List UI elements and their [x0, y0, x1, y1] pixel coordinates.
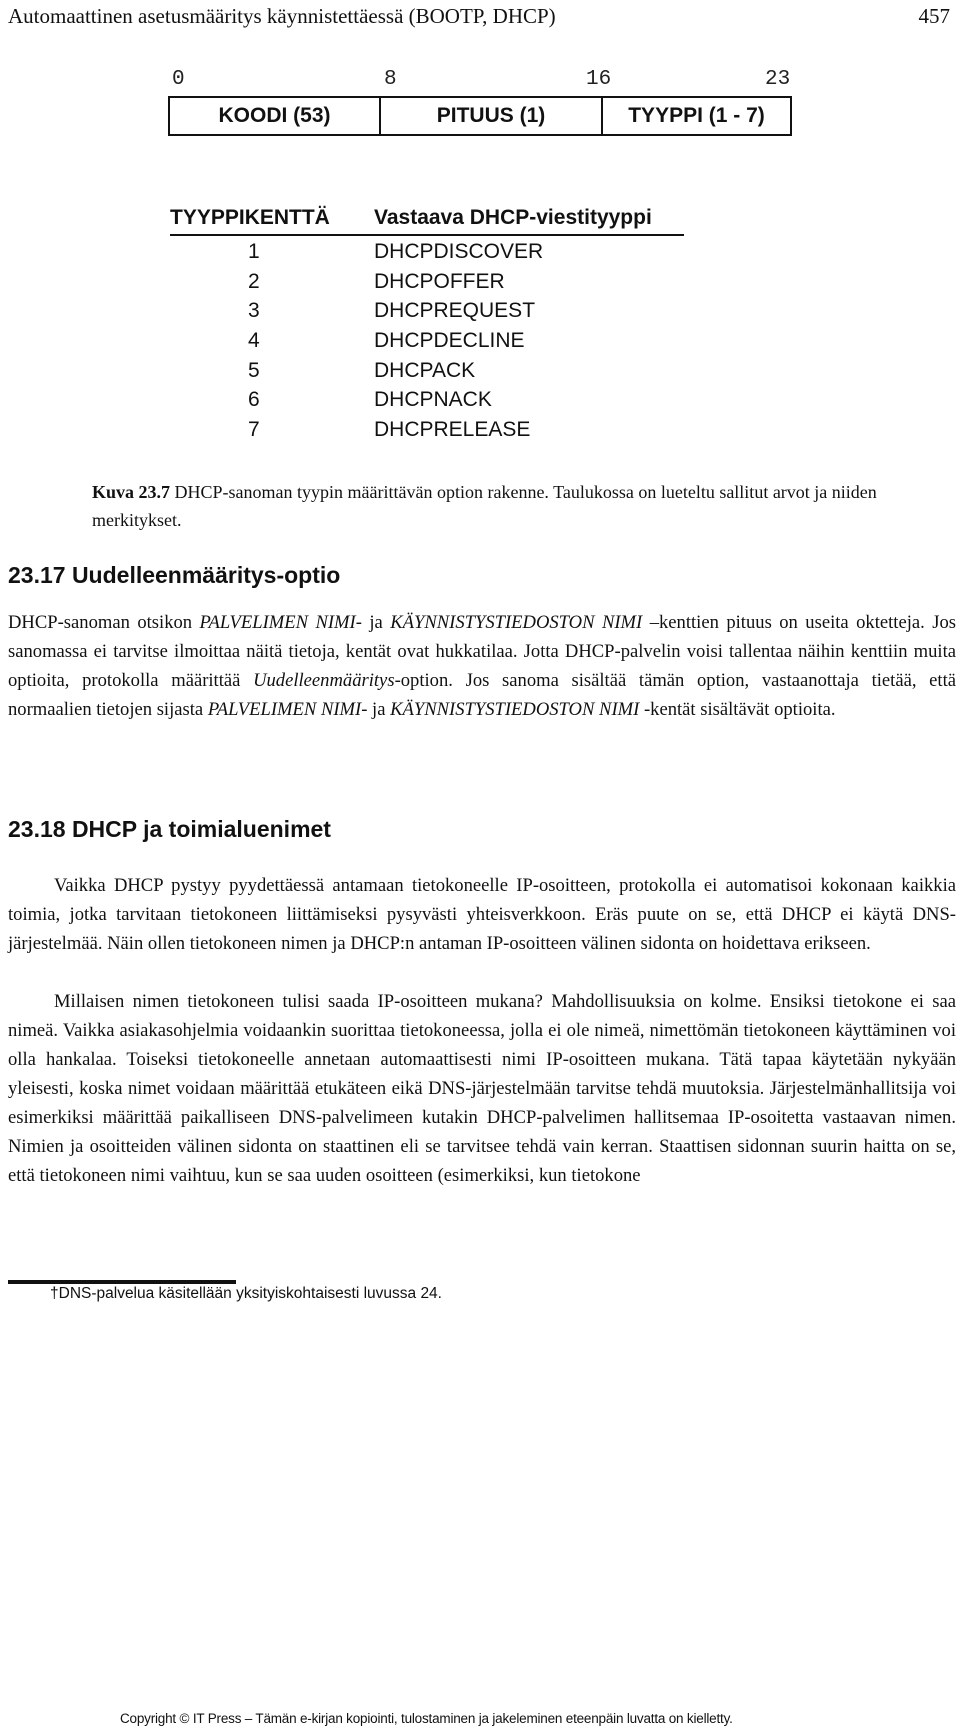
- type-message: DHCPREQUEST: [374, 299, 536, 323]
- type-number: 5: [248, 358, 260, 382]
- message-type-table: [170, 206, 684, 444]
- text-run: -option. Jos sanoma sisältää tämän option, vastaanottaja tietää, että normaalien tietojen sijasta: [8, 670, 956, 720]
- type-number: 3: [248, 299, 260, 323]
- table-row: [170, 414, 684, 444]
- section-23-18-paragraph-1: Vaikka DHCP pystyy pyydettäessä antamaan tietokoneelle IP-osoitteen, protokolla ei automatisoi kokonaan kaikkia toimia, jotka tarvitaan tietokoneen liittämiseksi pysyvästi yhteisverkkoon. Eräs puute on se, että DHCP ei käytä DNS-järjestelmää. Näin ollen tietokoneen nimen ja DHCP:n antaman IP-osoitteen välinen sidonta on hoidettava erikseen.: [8, 875, 956, 954]
- bit-label-16: 16: [586, 68, 612, 91]
- caption-label: Kuva 23.7: [92, 482, 171, 502]
- emphasis-boot-file-name: KÄYNNISTYSTIEDOSTON NIMI: [390, 699, 640, 720]
- bit-label-23: 23: [765, 68, 791, 91]
- table-row: [170, 295, 684, 325]
- bit-label-8: 8: [384, 68, 397, 91]
- table-row: [170, 236, 684, 266]
- field-length: PITUUS (1): [379, 98, 601, 134]
- bit-label-0: 0: [172, 68, 185, 91]
- table-header-message-type: Vastaava DHCP-viestityyppi: [374, 206, 652, 229]
- table-row: [170, 384, 684, 414]
- caption-text: DHCP-sanoman tyypin määrittävän option rakenne. Taulukossa on lueteltu sallitut arvot ja niiden merkitykset.: [92, 482, 877, 530]
- emphasis-server-name: PALVELIMEN NIMI: [199, 612, 356, 633]
- section-heading-23-17: 23.17 Uudelleenmääritys-optio: [8, 562, 341, 588]
- text-run: - ja: [361, 699, 391, 720]
- text-run: DHCP-sanoman otsikon: [8, 612, 200, 633]
- footnote: †DNS-palvelua käsitellään yksityiskohtaisesti luvussa 24.: [50, 1285, 442, 1302]
- type-message: DHCPDISCOVER: [374, 240, 544, 263]
- field-type: TYYPPI (1 - 7): [601, 98, 790, 134]
- type-number: 1: [248, 240, 260, 263]
- type-number: 4: [248, 329, 260, 353]
- table-row: [170, 325, 684, 355]
- table-row: [170, 266, 684, 296]
- type-message: DHCPACK: [374, 358, 476, 382]
- emphasis-overload: Uudelleenmääritys: [253, 670, 395, 691]
- option-field-diagram: [168, 96, 792, 136]
- table-header: [170, 206, 684, 236]
- text-run: -kentät sisältävät optioita.: [639, 699, 836, 720]
- section-heading-23-18: 23.18 DHCP ja toimialuenimet: [8, 816, 331, 842]
- figure-caption: [92, 478, 902, 534]
- page-number: 457: [918, 4, 950, 28]
- running-title: Automaattinen asetusmääritys käynnistettäessä (BOOTP, DHCP): [8, 4, 556, 28]
- table-row: [170, 355, 684, 385]
- type-message: DHCPRELEASE: [374, 418, 531, 442]
- copyright-notice: Copyright © IT Press – Tämän e-kirjan kopiointi, tulostaminen ja jakeleminen eteenpäin luvatta on kielletty.: [120, 1711, 733, 1726]
- running-header: [8, 4, 956, 34]
- section-23-17-paragraph: [8, 608, 956, 724]
- type-number: 6: [248, 388, 260, 412]
- section-23-18-paragraph-2: Millaisen nimen tietokoneen tulisi saada IP-osoitteen mukana? Mahdollisuuksia on kolme. Ensiksi tietokone ei saa nimeä. Vaikka asiakasohjelmia voidaankin suorittaa tietokoneessa, jolla ei ole nimeä, nimettömän tietokoneen käyttäminen voi olla hankalaa. Toiseksi tietokoneelle annetaan automaattisesti nimi IP-osoitteen mukana. Tätä tapaa käytetään nykyään yleisesti, koska nimet voidaan määrittää etukäteen eikä DNS-järjestelmään tarvitse tehdä muutoksia. Järjestelmänhallitsija voi esimerkiksi määrittää paikalliseen DNS-palvelimeen kutakin DHCP-palvelimen hallitsemaa IP-osoitetta vastaavan nimen. Nimien ja osoitteiden välinen sidonta on staattinen eli se tarvitsee tehdä vain kerran. Staattisen sidonnan suurin haitta on se, että tietokoneen nimi vaihtuu, kun se saa uuden osoitteen (esimerkiksi, kun tietokone: [8, 991, 956, 1186]
- type-number: 2: [248, 269, 260, 293]
- footnote-rule: [8, 1280, 236, 1284]
- table-header-type-field: TYYPPIKENTTÄ: [170, 206, 330, 229]
- emphasis-boot-file-name: KÄYNNISTYSTIEDOSTON NIMI: [390, 612, 643, 633]
- type-message: DHCPOFFER: [374, 269, 505, 293]
- emphasis-server-name: PALVELIMEN NIMI: [207, 699, 362, 720]
- text-run: –kenttien pituus on useita oktetteja. Jos sanomassa ei tarvitse ilmoittaa näitä tietoja, kentät ovat hukkatilaa. Jotta DHCP-palvelin voisi tallentaa näihin kenttiin muita optioita, protokolla määrittää: [8, 612, 956, 691]
- type-number: 7: [248, 418, 260, 442]
- type-message: DHCPNACK: [374, 388, 492, 412]
- text-run: - ja: [355, 612, 391, 633]
- type-message: DHCPDECLINE: [374, 329, 525, 353]
- field-code: KOODI (53): [218, 104, 331, 127]
